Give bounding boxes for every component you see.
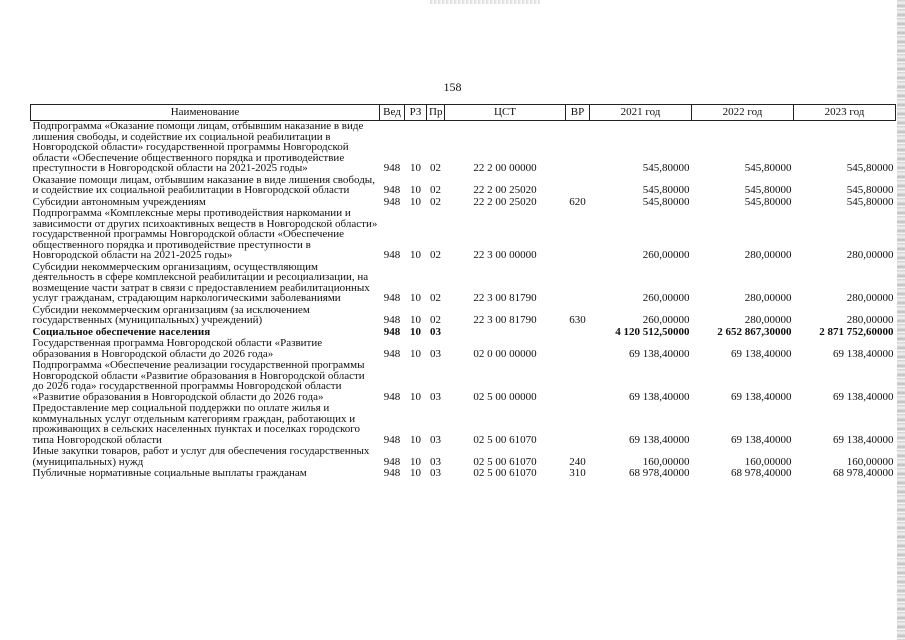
table-row (31, 338, 896, 360)
row-2023: 545,80000 (846, 184, 894, 196)
row-name: Публичные нормативные социальные выплаты гражданам (32, 467, 307, 479)
row-pr: 03 (430, 390, 441, 403)
row-cst: 22 3 00 00000 (473, 249, 537, 261)
row-pr: 02 (430, 195, 441, 208)
header-rz: РЗ (405, 105, 427, 121)
row-name: Иные закупки товаров, работ и услуг для обеспечения государственных (муниципальных) нужд (32, 445, 370, 468)
row-2022: 2 652 867,30000 (717, 325, 792, 338)
row-vr: 240 (569, 455, 586, 468)
row-ved: 948 (383, 433, 401, 446)
row-ved: 948 (383, 249, 401, 261)
row-rz: 10 (410, 467, 421, 479)
scan-edge (897, 0, 905, 640)
row-vr (566, 121, 590, 175)
header-vr: ВР (566, 105, 590, 121)
row-vr (566, 262, 590, 305)
row-rz: 10 (410, 184, 421, 196)
row-pr: 03 (430, 455, 441, 468)
row-2021: 260,00000 (642, 314, 690, 326)
table-row (31, 360, 896, 403)
row-vr (566, 360, 590, 403)
row-cst: 22 2 00 00000 (473, 162, 537, 174)
row-2022: 69 138,40000 (731, 390, 792, 403)
row-2023: 160,00000 (846, 455, 894, 468)
row-rz: 10 (410, 162, 421, 174)
header-2022: 2022 год (692, 105, 794, 121)
row-name: Предоставление мер социальной поддержки по оплате жилья и коммунальных услуг отдельным категориям граждан, работающих и проживающих в сельских населенных пунктах и поселках городского типа Новгородской области (32, 402, 360, 446)
row-name: Подпрограмма «Оказание помощи лицам, отбывшим наказание в виде лишения свободы, и содействие их социальной реабилитации в Новгородской области» государственной программы Новгородской области «Обеспечение общественного порядка и противодействие преступности в Новгородской области на 2021-2025 годы» (32, 120, 364, 174)
row-vr (566, 208, 590, 262)
row-2023: 280,00000 (846, 314, 894, 326)
row-2022: 280,00000 (744, 292, 792, 304)
row-vr (566, 327, 590, 339)
row-2021: 260,00000 (642, 249, 690, 261)
row-cst: 02 5 00 61070 (473, 433, 537, 446)
row-cst: 02 0 00 00000 (473, 347, 537, 360)
header-name: Наименование (31, 105, 380, 121)
row-2022: 69 138,40000 (731, 347, 792, 360)
row-ved: 948 (383, 292, 401, 304)
row-rz: 10 (410, 249, 421, 261)
row-pr: 03 (430, 467, 441, 479)
row-name: Государственная программа Новгородской области «Развитие образования в Новгородской области до 2026 года» (32, 337, 323, 360)
row-cst (445, 327, 566, 339)
row-name: Подпрограмма «Обеспечение реализации государственной программы Новгородской области «Развитие образования в Новгородской области до 2026 года» государственной программы Новгородской области «Развитие образования в Новгородской области до 2026 года» (32, 359, 365, 403)
row-cst: 22 3 00 81790 (473, 314, 537, 326)
row-rz: 10 (410, 292, 421, 304)
row-2023: 69 138,40000 (833, 390, 894, 403)
row-rz: 10 (410, 314, 421, 326)
row-pr: 02 (430, 249, 441, 261)
table-header-row (31, 105, 896, 121)
row-pr: 02 (430, 162, 441, 174)
budget-table (30, 104, 896, 480)
header-2023: 2023 год (794, 105, 896, 121)
row-name: Субсидии некоммерческим организациям (за исключением государственных (муниципальных) учреждений) (32, 303, 310, 326)
header-2021: 2021 год (590, 105, 692, 121)
row-ved: 948 (383, 347, 401, 360)
row-name: Оказание помощи лицам, отбывшим наказание в виде лишения свободы, и содействие их социальной реабилитации в Новгородской области (32, 173, 375, 196)
row-vr: 310 (569, 467, 586, 479)
row-2021: 260,00000 (642, 292, 690, 304)
row-ved: 948 (383, 467, 401, 479)
table-row (31, 262, 896, 305)
header-cst: ЦСТ (445, 105, 566, 121)
row-rz: 10 (410, 195, 421, 208)
row-2022: 68 978,40000 (731, 467, 792, 479)
row-cst: 22 2 00 25020 (473, 184, 537, 196)
row-2023: 2 871 752,60000 (819, 325, 894, 338)
header-ved: Вед (380, 105, 405, 121)
table-row (31, 121, 896, 175)
table-row (31, 468, 896, 480)
row-2023: 545,80000 (846, 195, 894, 208)
row-2021: 545,80000 (642, 184, 690, 196)
row-ved: 948 (383, 314, 401, 326)
row-cst: 02 5 00 61070 (473, 455, 537, 468)
table-row (31, 175, 896, 197)
row-pr: 02 (430, 292, 441, 304)
row-2023: 68 978,40000 (833, 467, 894, 479)
row-rz: 10 (410, 347, 421, 360)
row-2021: 545,80000 (642, 195, 690, 208)
table-row (31, 403, 896, 446)
row-ved: 948 (383, 390, 401, 403)
header-pr: Пр (427, 105, 445, 121)
row-name: Социальное обеспечение населения (32, 325, 211, 338)
row-ved: 948 (383, 184, 401, 196)
row-2021: 69 138,40000 (629, 433, 690, 446)
row-2022: 280,00000 (744, 249, 792, 261)
row-pr: 02 (430, 184, 441, 196)
row-2022: 545,80000 (744, 162, 792, 174)
table-row (31, 446, 896, 468)
page-number: 158 (443, 80, 462, 94)
row-ved: 948 (383, 195, 401, 208)
row-rz: 10 (410, 455, 421, 468)
row-2022: 69 138,40000 (731, 433, 792, 446)
row-vr: 630 (569, 314, 586, 326)
row-pr: 03 (430, 433, 441, 446)
row-name: Подпрограмма «Комплексные меры противодействия наркомании и зависимости от других психоактивных веществ в Новгородской области» государственной программы Новгородской области «Обеспечение общественного порядка и противодействие преступности в Новгородской области на 2021-2025 годы» (32, 207, 378, 261)
row-2021: 69 138,40000 (629, 347, 690, 360)
row-cst: 02 5 00 61070 (473, 467, 537, 479)
row-vr: 620 (569, 195, 586, 208)
row-2021: 545,80000 (642, 162, 690, 174)
row-cst: 22 2 00 25020 (473, 195, 537, 208)
table-row (31, 208, 896, 262)
row-pr: 03 (430, 325, 441, 338)
row-vr (566, 338, 590, 360)
row-rz: 10 (410, 390, 421, 403)
row-pr: 02 (430, 314, 441, 326)
row-ved: 948 (383, 325, 401, 338)
row-2021: 4 120 512,50000 (615, 325, 690, 338)
row-ved: 948 (383, 162, 401, 174)
row-name: Субсидии автономным учреждениям (32, 195, 206, 208)
row-2023: 280,00000 (846, 249, 894, 261)
scan-artifact (430, 0, 540, 4)
row-2023: 545,80000 (846, 162, 894, 174)
row-vr (566, 403, 590, 446)
row-name: Субсидии некоммерческим организациям, осуществляющим деятельность в сфере комплексной реабилитации и ресоциализации, на возмещение части затрат в связи с предоставлением реабилитационных услуг гражданам, страдающим наркологическими заболеваниями (32, 260, 370, 304)
row-2023: 69 138,40000 (833, 433, 894, 446)
row-2022: 545,80000 (744, 184, 792, 196)
row-cst: 02 5 00 00000 (473, 390, 537, 403)
row-2021: 160,00000 (642, 455, 690, 468)
row-2021: 68 978,40000 (629, 467, 690, 479)
row-2021: 69 138,40000 (629, 390, 690, 403)
row-pr: 03 (430, 347, 441, 360)
row-2022: 280,00000 (744, 314, 792, 326)
row-ved: 948 (383, 455, 401, 468)
row-2022: 160,00000 (744, 455, 792, 468)
row-2023: 69 138,40000 (833, 347, 894, 360)
row-rz: 10 (410, 325, 421, 338)
row-vr (566, 175, 590, 197)
row-rz: 10 (410, 433, 421, 446)
row-2022: 545,80000 (744, 195, 792, 208)
row-cst: 22 3 00 81790 (473, 292, 537, 304)
table-row (31, 305, 896, 327)
row-2023: 280,00000 (846, 292, 894, 304)
